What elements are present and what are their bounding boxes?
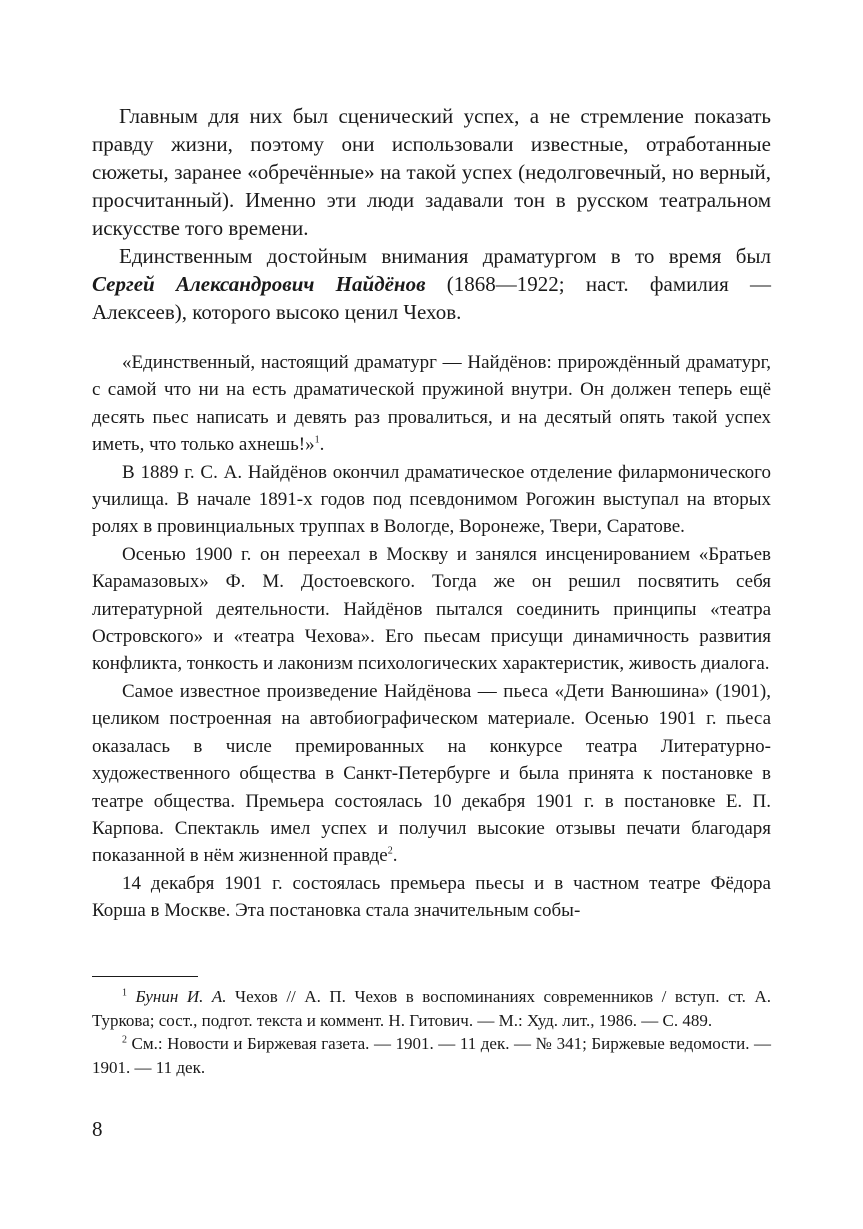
footnote-1-author: Бунин И. А. bbox=[135, 987, 227, 1006]
intro-text: Единственным достойным внимания драматургом в то время был bbox=[119, 244, 771, 268]
footnote-2-number: 2 bbox=[122, 1034, 127, 1046]
quote-text: «Единственный, настоящий драматург — Найдёнов: прирождённый драматург, с самой что ни на есть драматической пружиной внутри. Он должен теперь ещё десять пьес написать и девять раз провалиться, и на десятый опять такой успех иметь, что только ахнешь!» bbox=[92, 352, 771, 456]
paragraph-stage-success: Главным для них был сценический успех, а не стремление показать правду жизни, поэтому они использовали известные, отработанные сюжеты, заранее «обречённые» на такой успех (недолговечный, но верный, просчитанный). Именно эти люди задавали тон в русском театральном искусстве того времени. bbox=[92, 104, 771, 240]
page-number: 8 bbox=[92, 1117, 103, 1141]
chekhov-quote bbox=[92, 349, 771, 459]
famous-work-period: . bbox=[392, 845, 398, 867]
footnote-2-text: См.: Новости и Биржевая газета. — 1901. — 11 дек. — № 341; Биржевые ведомости. — 1901. — 11 дек. bbox=[92, 1034, 771, 1077]
intro-text-end: (1868—1922; наст. фамилия — Алексеев), которого высоко ценил Чехов. bbox=[92, 272, 772, 324]
footnotes bbox=[92, 985, 771, 1079]
paragraph-moscow: Осенью 1900 г. он переехал в Москву и занялся инсценированием «Братьев Карамазовых» Ф. М. Достоевского. Тогда же он решил посвятить себя литературной деятельности. Найдёнов пытался соединить принципы «театра Островского» и «театра Чехова». Его пьесам присущи динамичность развития конфликта, тонкость и лаконизм психологических характеристик, живость диалога. bbox=[92, 543, 771, 675]
paragraph-famous-work bbox=[92, 678, 771, 870]
paragraph-korsh-premiere: 14 декабря 1901 г. состоялась премьера пьесы и в частном театре Фёдора Корша в Москве. Эта постановка стала значительным собы- bbox=[92, 872, 771, 922]
footnote-1 bbox=[92, 985, 771, 1032]
footnote-1-number: 1 bbox=[122, 987, 127, 999]
main-text-block bbox=[92, 102, 771, 326]
paragraph-biography: В 1889 г. С. А. Найдёнов окончил драматическое отделение филармонического училища. В начале 1891-х годов под псевдонимом Рогожин выступал на вторых ролях в провинциальных труппах в Вологде, Воронеже, Твери, Саратове. bbox=[92, 461, 771, 538]
footnote-divider bbox=[92, 976, 198, 977]
quote-period: . bbox=[319, 434, 325, 456]
footnote-ref-1: 1 bbox=[314, 434, 320, 446]
footnote-1-text: Чехов // А. П. Чехов в воспоминаниях современников / вступ. ст. А. Туркова; сост., подгот. текста и коммент. Н. Гитович. — М.: Худ. лит., 1986. — С. 489. bbox=[92, 987, 771, 1030]
author-name: Сергей Александрович Найдёнов bbox=[92, 272, 426, 296]
secondary-text-block bbox=[92, 349, 771, 925]
famous-work-text: Самое известное произведение Найдёнова — пьеса «Дети Ванюшина» (1901), целиком построенная на автобиографическом материале. Осенью 1901 г. пьеса оказалась в числе премированных на конкурсе театра Литературно-художественного общества в Санкт-Петербурге и была принята к постановке в театре общества. Премьера состоялась 10 декабря 1901 г. в постановке Е. П. Карпова. Спектакль имел успех и получил высокие отзывы печати благодаря показанной в нём жизненной правде bbox=[92, 680, 771, 867]
footnote-ref-2: 2 bbox=[387, 845, 393, 857]
footnote-2 bbox=[92, 1032, 771, 1079]
paragraph-naidenov-intro bbox=[92, 242, 771, 326]
